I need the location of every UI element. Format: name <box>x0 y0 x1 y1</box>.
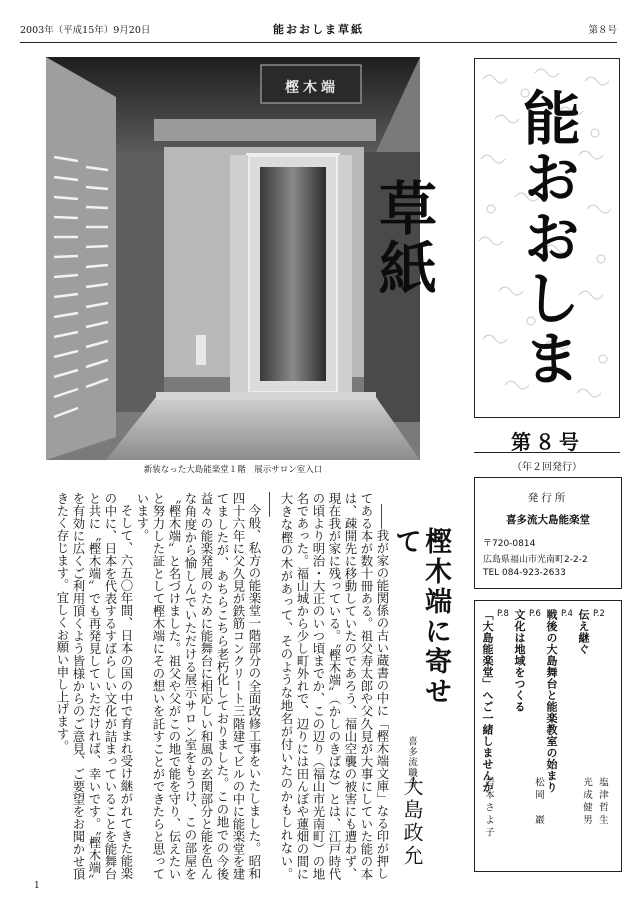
article-paragraph: ――我が家の能関係の古い蔵書の中に「樫木端文庫」なる印が押してある本が数十冊ある。祖父寿太郎や父久見が大事にしていた能の本は、疎開先に移動していたのであろう、福山空襲の被害にも遭わず、現在我が家に残っている。〝樫木端〟（かしのきばな）とは、江戸時代の頃より明治・大正のいつ頃までか、この辺り（福山市光南町）の地名であった。福山城から少し町外れで、辺りには田んぼや蓮畑の間に大きな樫の木があって、そのような地名が付いたのかもしれない。―― <box>263 492 390 880</box>
toc-page-number: P.2 <box>593 609 605 619</box>
publisher-postal-code: 〒720-0814 <box>483 539 536 549</box>
publisher-telephone: TEL 084-923-2633 <box>483 568 566 578</box>
article-body <box>30 492 390 880</box>
toc-title: 文化は地域をつくる <box>513 609 526 713</box>
article-paragraph: 今般、私方の能楽堂一階部分の全面改修工事をいたしました。昭和四十六年に父久見が鉄筋コンクリート三階建てビルの中に能楽堂を建てましたが、あちらこちら老朽化しておりました。この地での今後益々の能楽発展のために能舞台に相応しい和風の玄関部分と能を色んな角度から愉しんでいただける展示サロン室をもうけ、この部屋を〝樫木端〟と名づけました。祖父や父がこの地で能を守り、伝えたいと努力した証として樫木端にその想いを託すことができたらと思っています。 <box>135 492 262 880</box>
issue-number: 第８号 <box>511 430 583 454</box>
issue-date: 2003年（平成15年）9月20日 <box>20 25 151 36</box>
toc-title: 戦後の大島舞台と能楽教室の始まり <box>545 609 558 793</box>
toc-title: 「大島能楽堂」へご一緒しませんか <box>481 609 494 793</box>
toc-author: 塩津哲生 <box>597 777 608 827</box>
page-header <box>20 22 617 38</box>
toc-title: 伝え継ぐ <box>577 609 590 655</box>
publisher-box <box>474 477 622 589</box>
toc-author: 岩本さよ子 <box>483 777 494 840</box>
photo-caption: 新装なった大島能楽堂１階 展示サロン室入口 <box>143 465 323 475</box>
toc-author: 光成健男 <box>581 777 592 827</box>
publisher-address: 広島県福山市光南町2-2-2 <box>483 555 588 565</box>
toc-page-number: P.6 <box>529 609 541 619</box>
sign-text: 樫木端 <box>285 80 339 96</box>
author-role: 喜多流職分 <box>406 736 417 789</box>
publisher-label: 発行所 <box>527 492 569 504</box>
author-name: 大島政允 <box>400 776 424 868</box>
table-of-contents <box>474 600 622 872</box>
header-newspaper-name: 能おおしま草紙 <box>273 23 364 36</box>
masthead-title: 能おおしま草紙 <box>369 88 581 388</box>
article-title: 樫木端に寄せて <box>390 527 451 707</box>
issue-rule <box>474 452 620 453</box>
header-issue-number: 第８号 <box>588 25 617 36</box>
publisher-name: 喜多流大島能楽堂 <box>506 514 590 526</box>
toc-author: 松岡 巖 <box>533 777 544 827</box>
header-rule <box>20 42 617 43</box>
toc-page-number: P.8 <box>497 609 509 619</box>
article-paragraph: そして、六五〇年間、日本の国の中で育まれ受け継がれてきた能楽の中に、日本を代表するすばらしい文化が詰まっていることを能舞台と共に〝樫木端〟でも再発見していただければ、幸いです。〝樫木端〟を有効に広くご利用頂くよう皆様からのご意見、ご要望をお聞かせ頂きたく存じます。宜しくお願い申し上げます。 <box>55 492 134 880</box>
publication-frequency: （年２回発行） <box>512 462 582 473</box>
toc-page-number: P.4 <box>561 609 573 619</box>
masthead-box <box>369 58 620 418</box>
page-number: 1 <box>34 881 40 891</box>
